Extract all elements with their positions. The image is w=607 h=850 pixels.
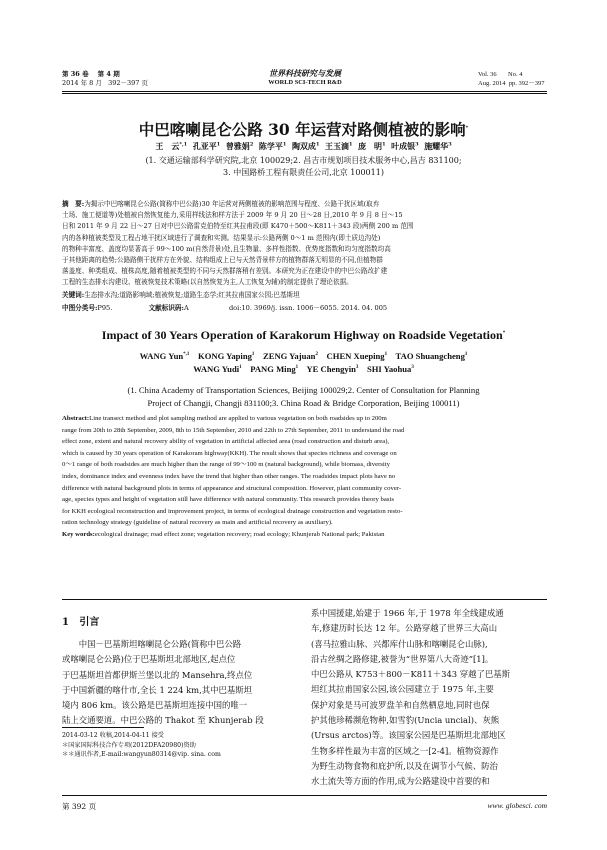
footnotes: 2014-03-12 收稿,2014-04-11 接受 ＊国家国际科技合作专项(2012DFA20980)资助 ＊＊通讯作者,E-mail:wangyun80314@vip. sina. com — [62, 732, 221, 758]
abstract-en: Abstract:Line transect method and plot sampling method are applied to various vegetation on both roadsides up to 200m range from 20th to 28th September, 2009, 8th to 15th September, 2010 and 22th to 27th September, 2011 to understand the road effect zone, extent and natural recovery ability of vegetation in artificial affected area (road construction and disturb area), which is caused by 30 years operation of Karakoram highway(KKH). The result shows that species richness and coverage on 0～1 range of both roadsides are much higher than the range of 99～100 m (natural background), while biomass, diversity index, dominance index and evenness index have the trend that higher than other ranges. The roadsides impact plots have no difference with natural background plots in terms of appearance and structural composition. However, plant community cover- age, species types and height of vegetation still have difference with natural community. This research provides theory basis for KKH ecological reconstruction and improvement project, in terms of ecological drainage construction and vegetation resto- ration technology strategy (guideline of natural recovery as main and artificial recovery as auxiliary). Key words:ecological drainage; road effect zone; vegetation recovery; road ecology; Khunjerab National park; Pakistan — [62, 415, 405, 538]
authors-cn — [40, 141, 567, 152]
author-en: YE Chengyin$^3$ — [306, 364, 359, 374]
body-left-column: 中国－巴基斯坦喀喇昆仑公路(简称中巴公路 或喀喇昆仑公路)位于巴基斯坦北部地区,起点位 于巴基斯坦首都伊斯兰堡以北的 Mansehra,终点位 于中国新疆的喀什市,全长 1 224 km,其中巴基斯坦 境内 806 km。该公路是巴基斯坦连接中国的唯一 陆上交通要道。中巴公路的 Thakot 至 Khunjerab 段 — [62, 639, 264, 726]
header-rule-2 — [62, 93, 547, 94]
footer-url[interactable]: www. globesci. com — [487, 801, 547, 810]
author-cn: 庞 明$^1$ — [358, 141, 386, 151]
author-en: CHEN Xueping$^1$ — [326, 351, 388, 361]
author-cn: 叶成银$^3$ — [391, 141, 419, 151]
author-cn: 孔亚平$^1$ — [192, 141, 221, 151]
header-date-en: Aug. 2014 pp. 392－397 — [478, 80, 545, 87]
author-cn: 王玉滴$^1$ — [325, 141, 353, 151]
author-en: TAO Shuangcheng$^1$ — [395, 351, 468, 361]
section-heading: 1 引言 — [62, 617, 100, 628]
title-cn: 中巴喀喇昆仑公路 30 年运营对路侧植被的影响* — [138, 120, 469, 139]
author-cn: 王 云$^{*,1}$ — [155, 141, 188, 151]
author-en: SHI Yaohua$^3$ — [366, 364, 414, 374]
title-en: Impact of 30 Years Operation of Karakorum Highway on Roadside Vegetation* — [101, 328, 506, 342]
author-cn: 施耀华$^3$ — [424, 141, 452, 151]
abstract-cn: 摘 要:为揭示中巴喀喇昆仑公路(简称中巴公路)30 年运营对两侧植被的影响范围与程度、公路干扰区域(取弃 土场、施工便道等)处植被自然恢复能力,采用样线法和样方法于 2009 年 9 月 20 日～28 日,2010 年 9 月 8 日～15 日和 2011 年 9 月 22 日～27 日对中巴公路雷克伯特至红其拉甫段(即 K470＋500～K811＋343 段)两侧 200 m 范围 内的各种植被类型及工程占地干扰区域进行了调查和实测。结果显示:公路两侧 0～1 m 范围内(即土质边沟处) 的物种丰富度、盖度均显著高于 99～100 m(自然背景)处,且生物量、多样性指数、优势度指数和均匀度指数均高 于其他距离的趋势;公路路侧干扰样方在外貌、结构组成上已与天然背景样方的植物群落无明显的不同,但植物群 落盖度、种类组成、植株高度,随着植被类型的不同与天然群落稍有差别。本研究为正在建设中的中巴公路改扩建 工程的生态排水沟建设、植被恢复技术策略(以自然恢复为主,人工恢复为辅)的制定提供了理论依据。 — [62, 200, 414, 287]
keywords-cn: 关键词:生态排水沟;道路影响域;植被恢复;道路生态学;红其拉甫国家公园;巴基斯坦 — [62, 291, 300, 299]
authors-en — [40, 350, 567, 376]
footer-rule — [62, 795, 547, 796]
header-date-cn: 2014 年 8 月 392－397 页 — [62, 79, 148, 87]
abstract-rule — [62, 599, 547, 600]
author-cn: 曾雅娟$^2$ — [225, 141, 254, 151]
affiliation-cn: (1. 交通运输部科学研究院,北京 100029;2. 昌吉市规划项目技术服务中心,昌吉 831100; 3. 中国路桥工程有限责任公司,北京 100011) — [145, 156, 462, 177]
doi: doi:10. 3969/j. issn. 1006－6055. 2014. 04. 005 — [228, 304, 388, 312]
footnote-rule — [62, 727, 144, 728]
classification-line: 中图分类号:P95. 文献标识码:A doi:10. 3969/j. issn. 1006－6055. 2014. 04. 005 — [62, 304, 388, 312]
journal-name-en: WORLD SCI-TECH R&D — [268, 79, 342, 86]
author-cn: 陈学平$^1$ — [258, 141, 287, 151]
author-en: KONG Yaping$^1$ — [198, 351, 255, 361]
header-volume-cn: 第 36 卷 第 4 期 — [62, 70, 120, 78]
author-cn: 陶双成$^1$ — [291, 141, 320, 151]
footer-page-number: 第 392 页 — [62, 802, 97, 811]
journal-name-cn: 世界科技研究与发展 — [269, 68, 341, 78]
header-volume-en: Vol. 36 No. 4 — [478, 71, 523, 78]
affiliation-en: (1. China Academy of Transportation Sciences, Beijing 100029;2. Center of Consultation for Planning Project of Changji, Changji 831100;3. China Road & Bridge Corporation, Beijing 100011) — [127, 385, 480, 408]
author-en: WANG Yudi$^1$ — [193, 364, 242, 374]
author-en: WANG Yun$^{*,1}$ — [139, 351, 190, 361]
author-en: PANG Ming$^1$ — [250, 364, 299, 374]
header-rule-1 — [62, 91, 547, 92]
body-right-column: 系中国援建,始建于 1966 年,于 1978 年全线建成通 车,修建历时长达 12 年。公路穿越了世界三大高山 (喜马拉雅山脉、兴都库什山脉和喀喇昆仑山脉), 沿古丝绸之路修建,被誉为“世界第八大奇迹”[1]。 中巴公路从 K753＋800－K811＋343 穿越了巴基斯 坦红其拉甫国家公园,该公园建立于 1975 年,主要 保护对象是马可波罗盘羊和自然栖息地,同时也保 护其他珍稀濒危物种,如雪豹(Uncia uncial)、灰熊 (Ursus arctos)等。该国家公园是巴基斯坦北部地区 生物多样性最为丰富的区域之一[2-4]。植物资源作 为野生动物食物和庇护所,以及在调节小气候、防治 水土流失等方面的作用,成为公路建设中首要的和 — [311, 608, 511, 787]
author-en: ZENG Yajuan$^2$ — [263, 351, 318, 361]
